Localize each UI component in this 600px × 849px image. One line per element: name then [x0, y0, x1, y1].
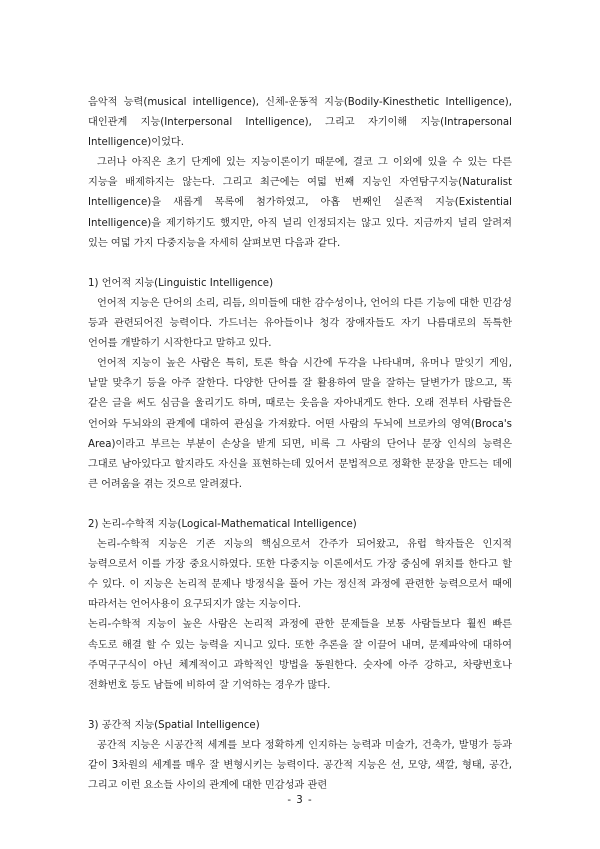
intro-paragraph: 음악적 능력(musical intelligence), 신체-운동적 지능(Bodily-Kinesthetic Intelligence), 대인관계 지능(Interpersonal Intelligence), 그리고 자기이해 지능(Intrapersonal Intelligence)이었다. — [88, 97, 512, 149]
page-content — [88, 93, 512, 796]
linguistic-paragraph-1: 언어적 지능은 단어의 소리, 리듬, 의미들에 대한 감수성이나, 언어의 다른 기능에 대한 민감성 등과 관련되어진 능력이다. 가드너는 유아들이나 청각 장애자들도 자기 나름대로의 독특한 언어를 개발하기 시작한다고 말하고 있다. — [88, 297, 512, 350]
spatial-paragraph-1: 공간적 지능은 시공간적 세계를 보다 정확하게 인지하는 능력과 미술가, 건축가, 발명가 등과 같이 3차원의 세계를 매우 잘 변형시키는 능력이다. 공간적 지능은 선, 모양, 색깔, 형태, 공간, 그리고 이런 요소들 사이의 관계에 대한 민감성과 관련 — [88, 740, 512, 792]
intro-paragraph-2: 그러나 아직은 초기 단계에 있는 지능이론이기 때문에, 결코 그 이외에 있을 수 있는 다른 지능을 배제하지는 않는다. 그리고 최근에는 여덟 번째 지능인 자연탐구지능(Naturalist Intelligence)을 새롭게 목록에 첨가하였고, 아홉 번째인 실존적 지능(Existential Intelligence)을 제기하기도 했지만, 아직 널리 인정되지는 않고 있다. 지금까지 널리 알려져 있는 여덟 가지 다중지능을 자세히 살펴보면 다음과 같다. — [88, 157, 512, 249]
logical-paragraph-1: 논리-수학적 지능은 기존 지능의 핵심으로서 간주가 되어왔고, 유럽 학자들은 인지적 능력으로서 이를 가장 중요시하였다. 또한 다중지능 이론에서도 가장 중심에 위치를 한다고 할 수 있다. 이 지능은 논리적 문제나 방정식을 풀어 가는 정신적 과정에 관련한 능력으로서 때에 따라서는 언어사용이 요구되지가 않는 지능이다. — [88, 539, 512, 611]
logical-paragraph-2: 논리-수학적 지능이 높은 사람은 논리적 과정에 관한 문제들을 보통 사람들보다 훨씬 빠른 속도로 해결 할 수 있는 능력을 지니고 있다. 또한 추론을 잘 이끌어 내며, 문제파악에 대하여 주먹구구식이 아닌 체계적이고 과학적인 방법을 동원한다. 숫자에 아주 강하고, 차량번호나 전화번호 등도 남들에 비하여 잘 기억하는 경우가 많다. — [88, 619, 512, 691]
linguistic-paragraph-2: 언어적 지능이 높은 사람은 특히, 토론 학습 시간에 두각을 나타내며, 유머나 말잇기 게임, 낱말 맞추기 등을 아주 잘한다. 다양한 단어를 잘 활용하여 말을 잘하는 달변가가 많으고, 똑 같은 글을 써도 심금을 울리기도 하며, 때로는 웃음을 자아내게도 한다. 오래 전부터 사람들은 언어와 두뇌와의 관계에 대하여 관심을 가져왔다. 어떤 사람의 두뇌에 브로카의 영역(Broca's Area)이라고 부르는 부분이 손상을 받게 되면, 비록 그 사람의 단어나 문장 인식의 능력은 그대로 남아있다고 할지라도 자신을 표현하는데 있어서 문법적으로 정확한 문장을 만드는 데에 큰 어려움을 겪는 것으로 알려졌다. — [88, 358, 512, 490]
section-heading-logical-mathematical: 2) 논리-수학적 지능(Logical-Mathematical Intelligence) — [88, 518, 357, 530]
page-number: - 3 - — [287, 795, 313, 806]
section-heading-spatial: 3) 공간적 지능(Spatial Intelligence) — [88, 719, 260, 731]
section-heading-linguistic: 1) 언어적 지능(Linguistic Intelligence) — [88, 277, 274, 289]
